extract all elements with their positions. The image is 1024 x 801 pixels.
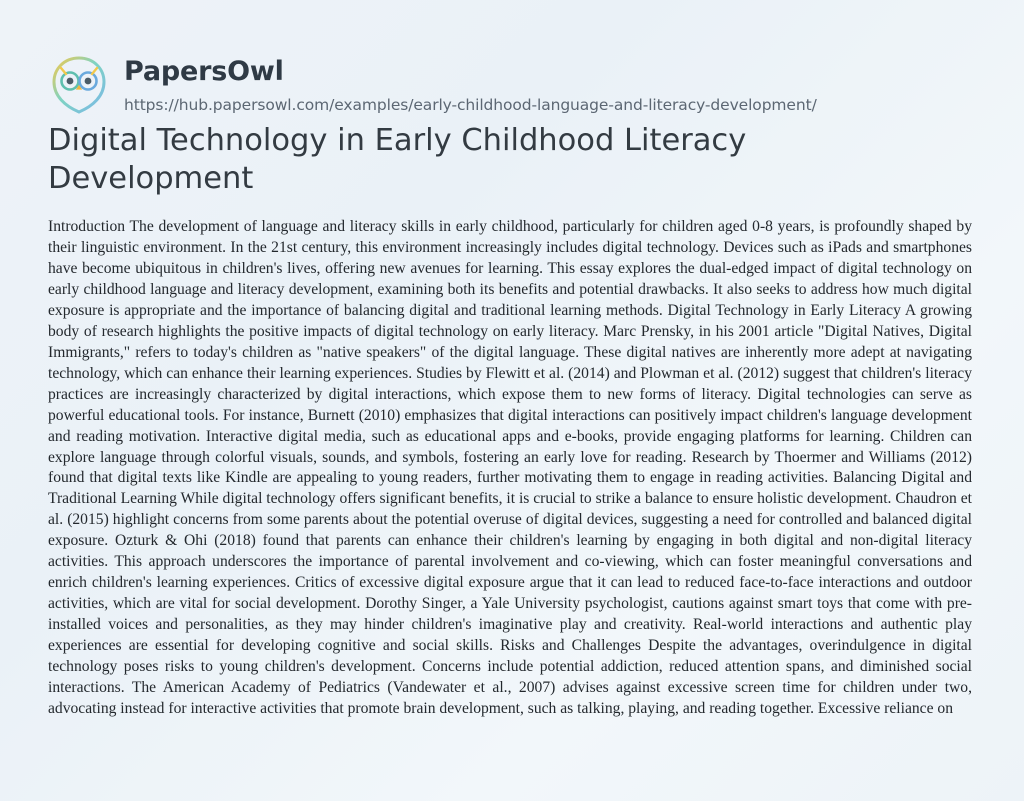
page-title: Digital Technology in Early Childhood Literacy Development: [48, 123, 747, 197]
site-url[interactable]: https://hub.papersowl.com/examples/early-childhood-language-and-literacy-development/: [124, 96, 817, 115]
body-text: Introduction The development of language and literacy skills in early childhood, particularly for children aged 0-8 years, is profoundly shaped by their linguistic environment. In the 21st century, this environment increasingly includes digital technology. Devices such as iPads and smartphones have become ubiquitous in children's lives, offering new avenues for learning. This essay explores the dual-edged impact of digital technology on early childhood language and literacy development, examining both its benefits and potential drawbacks. It also seeks to address how much digital exposure is appropriate and the importance of balancing digital and traditional learning methods. Digital Technology in Early Literacy A growing body of research highlights the positive impacts of digital technology on early literacy. Marc Prensky, in his 2001 article "Digital Natives, Digital Immigrants," refers to today's children as "native speakers" of the digital language. These digital natives are inherently more adept at navigating technology, which can enhance their learning experiences. Studies by Flewitt et al. (2014) and Plowman et al. (2012) suggest that children's literacy practices are increasingly characterized by digital interactions, which expose them to new forms of literacy. Digital technologies can serve as powerful educational tools. For instance, Burnett (2010) emphasizes that digital interactions can positively impact children's language development and reading motivation. Interactive digital media, such as educational apps and e-books, provide engaging platforms for learning. Children can explore language through colorful visuals, sounds, and symbols, fostering an early love for reading. Research by Thoermer and Williams (2012) found that digital texts like Kindle are appealing to young readers, further motivating them to engage in reading activities. Balancing Digital and Traditional Learning While digital technology offers significant benefits, it is crucial to strike a balance to ensure holistic development. Chaudron et al. (2015) highlight concerns from some parents about the potential overuse of digital devices, suggesting a need for controlled and balanced digital exposure. Ozturk & Ohi (2018) found that parents can enhance their children's learning by engaging in both digital and non-digital literacy activities. This approach underscores the importance of parental involvement and co-viewing, which can foster meaningful conversations and enrich children's learning experiences. Critics of excessive digital exposure argue that it can lead to reduced face-to-face interactions and outdoor activities, which are vital for social development. Dorothy Singer, a Yale University psychologist, cautions against smart toys that come with pre-installed voices and personalities, as they may hinder children's imaginative play and creativity. Real-world interactions and authentic play experiences are essential for developing cognitive and social skills. Risks and Challenges Despite the advantages, overindulgence in digital technology poses risks to young children's development. Concerns include potential addiction, reduced attention spans, and diminished social interactions. The American Academy of Pediatrics (Vandewater et al., 2007) advises against excessive screen time for children under two, advocating instead for interactive activities that promote brain development, such as talking, playing, and reading together. Excessive reliance on: [48, 217, 972, 718]
brand-block: [124, 52, 817, 114]
owl-logo-icon: [48, 54, 110, 116]
site-header: [0, 0, 1024, 115]
brand-name: PapersOwl: [124, 56, 284, 87]
document-content: [0, 96, 1024, 720]
